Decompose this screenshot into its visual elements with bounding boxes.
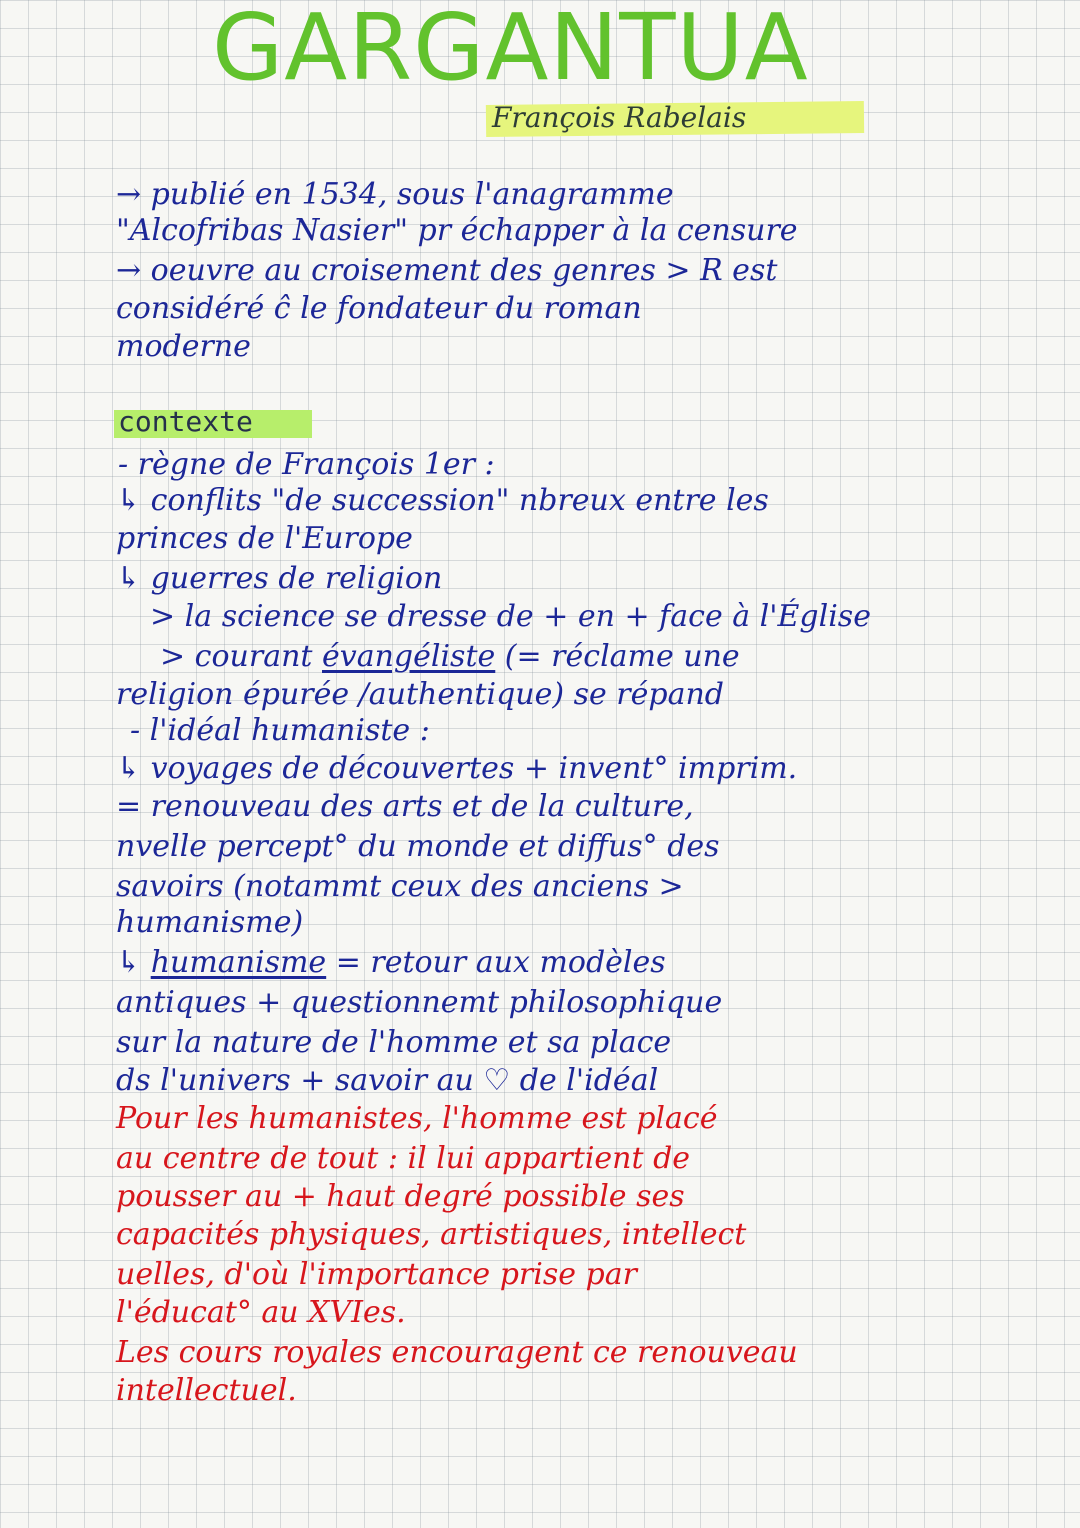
- context-line-6-post: (= réclame une: [495, 639, 740, 674]
- context-line-6-pre: > courant: [160, 639, 322, 674]
- intro-line-1: → publié en 1534, sous l'anagramme: [116, 177, 674, 212]
- intro-line-3: → oeuvre au croisement des genres > R est: [116, 253, 778, 288]
- conclusion-line-8: intellectuel.: [116, 1373, 297, 1408]
- context-line-15: antiques + questionnemt philosophique: [116, 985, 723, 1020]
- conclusion-line-5: uelles, d'où l'importance prise par: [116, 1257, 637, 1292]
- conclusion-line-3: pousser au + haut degré possible ses: [116, 1179, 685, 1214]
- context-line-16: sur la nature de l'homme et sa place: [116, 1025, 672, 1060]
- author-name: François Rabelais: [492, 101, 747, 134]
- intro-line-2: "Alcofribas Nasier" pr échapper à la censure: [116, 213, 798, 248]
- context-line-10: = renouveau des arts et de la culture,: [116, 789, 694, 824]
- context-heading: contexte: [118, 405, 253, 438]
- conclusion-line-6: l'éducat° au XVIes.: [116, 1295, 406, 1330]
- context-line-2: ↳ conflits "de succession" nbreux entre les: [116, 483, 769, 518]
- context-line-12: savoirs (notammt ceux des anciens >: [116, 869, 684, 904]
- context-line-14-post: = retour aux modèles: [326, 945, 666, 980]
- evangeliste-term: évangéliste: [322, 639, 496, 674]
- context-line-9: ↳ voyages de découvertes + invent° imprim.: [116, 751, 798, 786]
- context-line-6: [160, 640, 740, 674]
- page-title: GARGANTUA: [212, 0, 809, 101]
- intro-line-5: moderne: [116, 329, 251, 364]
- conclusion-line-4: capacités physiques, artistiques, intellect: [116, 1217, 747, 1252]
- context-line-14-pre: ↳: [116, 945, 151, 980]
- context-line-17: ds l'univers + savoir au ♡ de l'idéal: [116, 1063, 659, 1098]
- context-line-1: - règne de François 1er :: [118, 447, 495, 482]
- context-line-3: princes de l'Europe: [116, 521, 413, 556]
- context-line-8: - l'idéal humaniste :: [130, 713, 430, 748]
- context-line-14: [116, 946, 666, 980]
- intro-line-4: considéré ĉ le fondateur du roman: [116, 291, 642, 326]
- conclusion-line-7: Les cours royales encouragent ce renouveau: [116, 1335, 798, 1370]
- humanisme-term: humanisme: [150, 945, 327, 980]
- conclusion-line-1: Pour les humanistes, l'homme est placé: [116, 1101, 718, 1136]
- context-line-7: religion épurée /authentique) se répand: [116, 677, 724, 712]
- context-line-11: nvelle percept° du monde et diffus° des: [116, 829, 720, 864]
- context-line-5: > la science se dresse de + en + face à l'Église: [150, 599, 871, 634]
- context-line-13: humanisme): [116, 905, 304, 940]
- context-line-4: ↳ guerres de religion: [116, 561, 443, 596]
- conclusion-line-2: au centre de tout : il lui appartient de: [116, 1141, 691, 1176]
